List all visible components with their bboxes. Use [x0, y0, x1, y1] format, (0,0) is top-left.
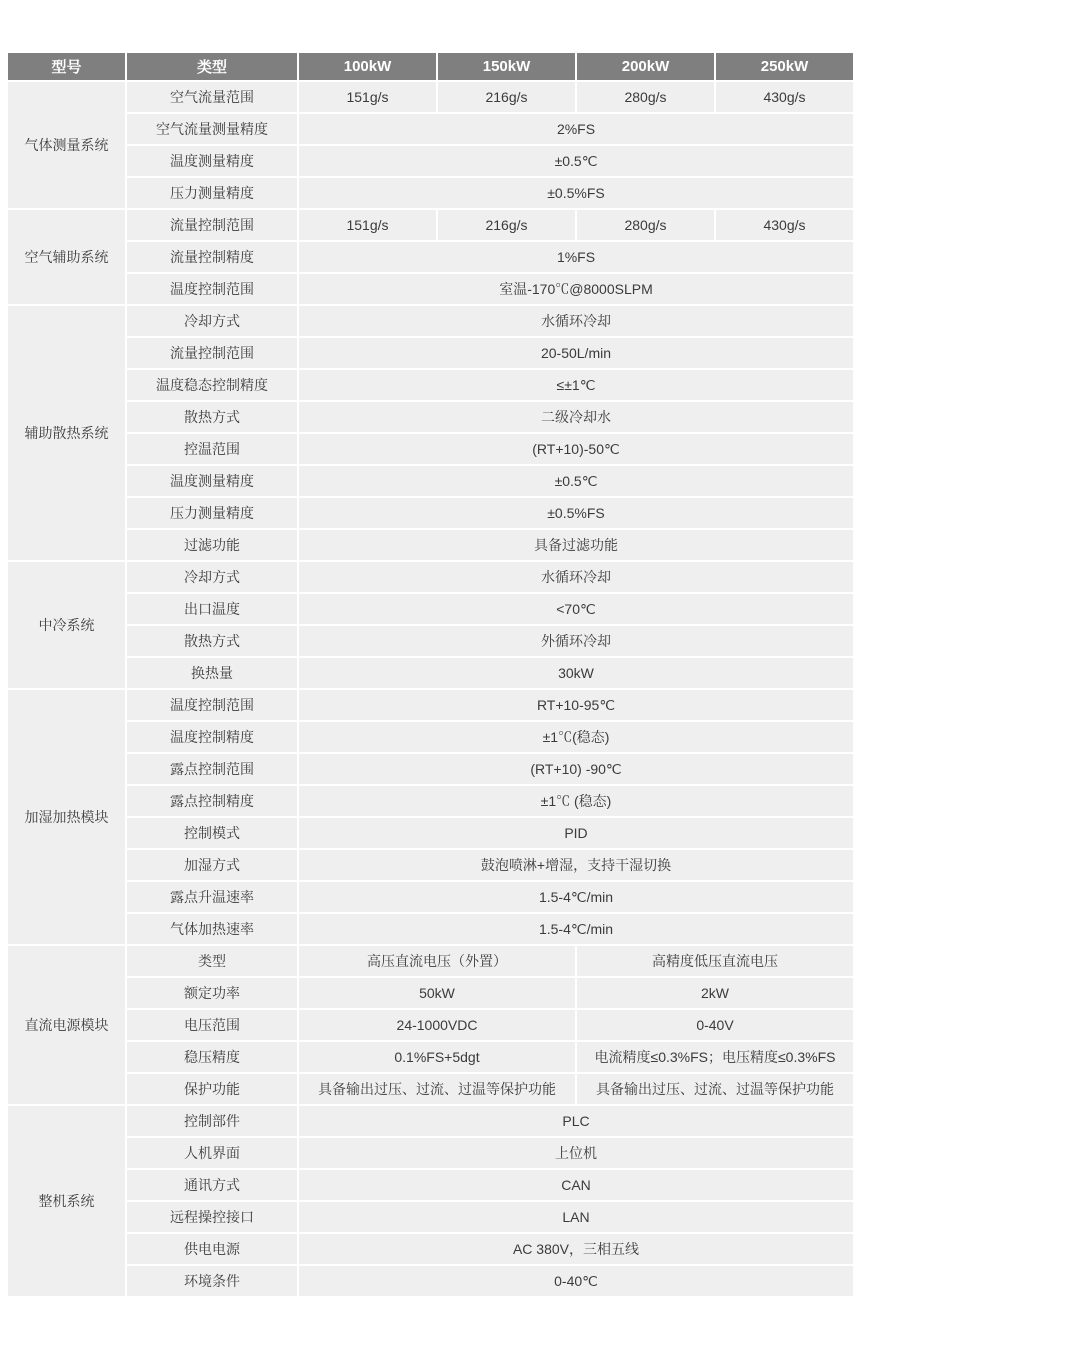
spec-label-cell: 流量控制精度 — [127, 242, 297, 272]
spec-value-cell: 具备输出过压、过流、过温等保护功能 — [299, 1074, 575, 1104]
spec-value-cell: RT+10-95℃ — [299, 690, 853, 720]
spec-value-cell: 二级冷却水 — [299, 402, 853, 432]
spec-label-cell: 通讯方式 — [127, 1170, 297, 1200]
spec-label-cell: 露点升温速率 — [127, 882, 297, 912]
spec-label-cell: 温度测量精度 — [127, 146, 297, 176]
spec-value-cell: 1%FS — [299, 242, 853, 272]
spec-value-cell: 430g/s — [716, 210, 853, 240]
spec-value-cell: PLC — [299, 1106, 853, 1136]
spec-label-cell: 环境条件 — [127, 1266, 297, 1296]
spec-label-cell: 温度控制范围 — [127, 690, 297, 720]
table-row — [8, 178, 853, 208]
spec-value-cell: AC 380V，三相五线 — [299, 1234, 853, 1264]
spec-value-cell: 280g/s — [577, 82, 714, 112]
spec-value-cell: 室温-170℃@8000SLPM — [299, 274, 853, 304]
table-row — [8, 402, 853, 432]
spec-value-cell: 具备过滤功能 — [299, 530, 853, 560]
table-row — [8, 466, 853, 496]
column-header-1: 类型 — [127, 53, 297, 80]
table-row — [8, 306, 853, 336]
spec-value-cell: ±0.5%FS — [299, 178, 853, 208]
row-group-label: 辅助散热系统 — [8, 306, 125, 560]
spec-label-cell: 温度控制范围 — [127, 274, 297, 304]
table-row — [8, 562, 853, 592]
spec-label-cell: 冷却方式 — [127, 562, 297, 592]
spec-label-cell: 空气流量范围 — [127, 82, 297, 112]
spec-label-cell: 加湿方式 — [127, 850, 297, 880]
spec-value-cell: 151g/s — [299, 82, 436, 112]
spec-value-cell: 0-40℃ — [299, 1266, 853, 1296]
table-row — [8, 370, 853, 400]
spec-label-cell: 供电电源 — [127, 1234, 297, 1264]
spec-value-cell: 20-50L/min — [299, 338, 853, 368]
table-row — [8, 1266, 853, 1296]
column-header-5: 250kW — [716, 53, 853, 80]
row-group-label: 空气辅助系统 — [8, 210, 125, 304]
table-row — [8, 146, 853, 176]
row-group-label: 整机系统 — [8, 1106, 125, 1296]
spec-value-cell: 高压直流电压（外置） — [299, 946, 575, 976]
table-row — [8, 338, 853, 368]
spec-value-cell: ±0.5℃ — [299, 146, 853, 176]
spec-label-cell: 散热方式 — [127, 626, 297, 656]
table-row — [8, 82, 853, 112]
spec-value-cell: CAN — [299, 1170, 853, 1200]
table-row — [8, 1202, 853, 1232]
table-row — [8, 1010, 853, 1040]
table-row — [8, 978, 853, 1008]
table-row — [8, 1106, 853, 1136]
table-row — [8, 850, 853, 880]
table-row — [8, 1234, 853, 1264]
spec-value-cell: 0-40V — [577, 1010, 853, 1040]
table-row — [8, 946, 853, 976]
table-row — [8, 530, 853, 560]
spec-label-cell: 空气流量测量精度 — [127, 114, 297, 144]
header-row — [8, 53, 853, 80]
spec-label-cell: 散热方式 — [127, 402, 297, 432]
spec-value-cell: 上位机 — [299, 1138, 853, 1168]
spec-value-cell: ±1℃(稳态) — [299, 722, 853, 752]
spec-value-cell: 1.5-4℃/min — [299, 914, 853, 944]
table-row — [8, 1170, 853, 1200]
table-row — [8, 754, 853, 784]
table-row — [8, 882, 853, 912]
spec-value-cell: 50kW — [299, 978, 575, 1008]
spec-value-cell: 0.1%FS+5dgt — [299, 1042, 575, 1072]
column-header-3: 150kW — [438, 53, 575, 80]
spec-value-cell: 高精度低压直流电压 — [577, 946, 853, 976]
row-group-label: 气体测量系统 — [8, 82, 125, 208]
spec-label-cell: 流量控制范围 — [127, 210, 297, 240]
table-row — [8, 722, 853, 752]
table-row — [8, 1042, 853, 1072]
spec-label-cell: 流量控制范围 — [127, 338, 297, 368]
spec-value-cell: 具备输出过压、过流、过温等保护功能 — [577, 1074, 853, 1104]
spec-label-cell: 温度稳态控制精度 — [127, 370, 297, 400]
spec-value-cell: 水循环冷却 — [299, 562, 853, 592]
spec-value-cell: 280g/s — [577, 210, 714, 240]
spec-label-cell: 出口温度 — [127, 594, 297, 624]
spec-label-cell: 过滤功能 — [127, 530, 297, 560]
row-group-label: 加湿加热模块 — [8, 690, 125, 944]
table-row — [8, 626, 853, 656]
spec-label-cell: 温度测量精度 — [127, 466, 297, 496]
spec-value-cell: 鼓泡喷淋+增湿，支持干湿切换 — [299, 850, 853, 880]
table-row — [8, 786, 853, 816]
spec-table-head — [8, 53, 853, 80]
spec-label-cell: 保护功能 — [127, 1074, 297, 1104]
spec-value-cell: 24-1000VDC — [299, 1010, 575, 1040]
spec-label-cell: 电压范围 — [127, 1010, 297, 1040]
row-group-label: 直流电源模块 — [8, 946, 125, 1104]
spec-value-cell: ±1℃ (稳态) — [299, 786, 853, 816]
table-row — [8, 114, 853, 144]
spec-value-cell: 430g/s — [716, 82, 853, 112]
spec-value-cell: <70℃ — [299, 594, 853, 624]
spec-label-cell: 换热量 — [127, 658, 297, 688]
spec-table-body — [8, 82, 853, 1296]
table-row — [8, 434, 853, 464]
table-row — [8, 690, 853, 720]
table-row — [8, 274, 853, 304]
spec-value-cell: ±0.5%FS — [299, 498, 853, 528]
spec-value-cell: ±0.5℃ — [299, 466, 853, 496]
spec-value-cell: 外循环冷却 — [299, 626, 853, 656]
spec-value-cell: PID — [299, 818, 853, 848]
spec-label-cell: 冷却方式 — [127, 306, 297, 336]
row-group-label: 中冷系统 — [8, 562, 125, 688]
spec-label-cell: 控温范围 — [127, 434, 297, 464]
spec-value-cell: 水循环冷却 — [299, 306, 853, 336]
spec-label-cell: 露点控制精度 — [127, 786, 297, 816]
spec-value-cell: 30kW — [299, 658, 853, 688]
spec-value-cell: 216g/s — [438, 210, 575, 240]
table-row — [8, 914, 853, 944]
table-row — [8, 1138, 853, 1168]
table-row — [8, 818, 853, 848]
spec-value-cell: (RT+10)-50℃ — [299, 434, 853, 464]
spec-label-cell: 温度控制精度 — [127, 722, 297, 752]
spec-value-cell: 1.5-4℃/min — [299, 882, 853, 912]
spec-value-cell: LAN — [299, 1202, 853, 1232]
spec-label-cell: 远程操控接口 — [127, 1202, 297, 1232]
spec-label-cell: 压力测量精度 — [127, 498, 297, 528]
column-header-2: 100kW — [299, 53, 436, 80]
spec-label-cell: 压力测量精度 — [127, 178, 297, 208]
spec-table — [6, 51, 855, 1298]
table-row — [8, 498, 853, 528]
spec-value-cell: 2%FS — [299, 114, 853, 144]
spec-label-cell: 控制模式 — [127, 818, 297, 848]
spec-value-cell: 电流精度≤0.3%FS；电压精度≤0.3%FS — [577, 1042, 853, 1072]
table-row — [8, 242, 853, 272]
spec-label-cell: 人机界面 — [127, 1138, 297, 1168]
table-row — [8, 594, 853, 624]
table-row — [8, 658, 853, 688]
spec-value-cell: 216g/s — [438, 82, 575, 112]
spec-value-cell: 151g/s — [299, 210, 436, 240]
spec-label-cell: 额定功率 — [127, 978, 297, 1008]
spec-label-cell: 控制部件 — [127, 1106, 297, 1136]
column-header-0: 型号 — [8, 53, 125, 80]
spec-value-cell: (RT+10) -90℃ — [299, 754, 853, 784]
spec-value-cell: ≤±1℃ — [299, 370, 853, 400]
spec-value-cell: 2kW — [577, 978, 853, 1008]
table-row — [8, 210, 853, 240]
spec-label-cell: 稳压精度 — [127, 1042, 297, 1072]
table-row — [8, 1074, 853, 1104]
column-header-4: 200kW — [577, 53, 714, 80]
spec-label-cell: 气体加热速率 — [127, 914, 297, 944]
spec-label-cell: 露点控制范围 — [127, 754, 297, 784]
spec-label-cell: 类型 — [127, 946, 297, 976]
